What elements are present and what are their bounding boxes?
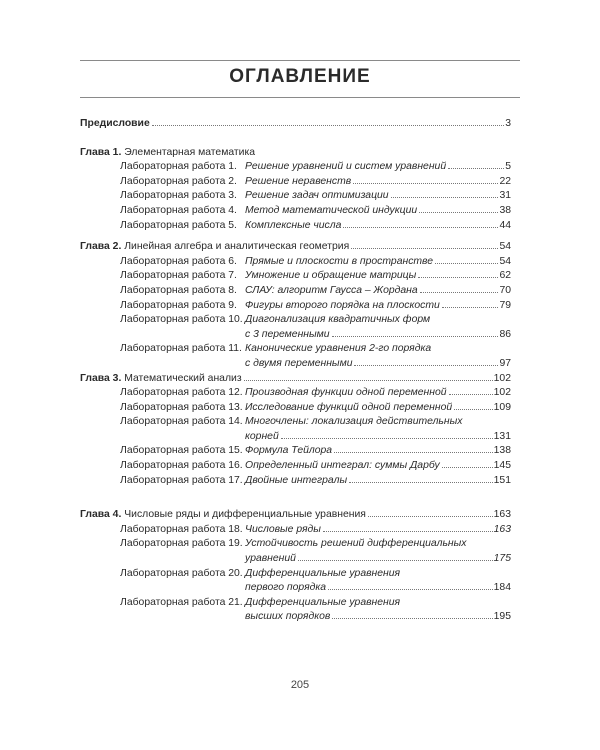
lab-label: Лабораторная работа 14. (120, 416, 243, 428)
page-ref: 62 (499, 270, 511, 282)
toc-entry-lab-2[interactable] (80, 175, 511, 190)
dot-leader (353, 183, 498, 184)
page-ref: 86 (499, 328, 511, 340)
dot-leader (334, 452, 493, 453)
page-ref: 5 (505, 161, 511, 173)
lab-title: Метод математической индукции (245, 204, 418, 216)
lab-label: Лабораторная работа 16. (120, 460, 243, 472)
page-ref: 54 (499, 255, 511, 267)
toc-entry-lab-16[interactable] (80, 459, 511, 474)
toc-entry-chapter-2[interactable] (80, 240, 511, 255)
lab-title: Формула Тейлора (245, 445, 333, 457)
lab-title: Двойные интегралы (245, 474, 348, 486)
toc-entry-lab-17[interactable] (80, 474, 511, 489)
lab-title: Исследование функций одной переменной (245, 401, 453, 413)
toc-entry-lab-20-cont[interactable] (80, 581, 511, 596)
lab-title: Производная функции одной переменной (245, 387, 447, 399)
dot-leader (354, 365, 498, 366)
dot-leader (418, 277, 498, 278)
lab-label: Лабораторная работа 4. (120, 204, 237, 216)
dot-leader (298, 560, 493, 561)
dot-leader (420, 292, 499, 293)
dot-leader (351, 248, 498, 249)
lab-label: Лабораторная работа 17. (120, 474, 243, 486)
page-ref: 54 (499, 241, 511, 253)
toc-entry-lab-14-cont[interactable] (80, 430, 511, 445)
chapter-title: Математический анализ (124, 372, 242, 384)
page-ref: 138 (493, 445, 511, 457)
dot-leader (328, 589, 493, 590)
dot-leader (349, 482, 493, 483)
page-ref: 109 (493, 401, 511, 413)
toc-entry-lab-9[interactable] (80, 299, 511, 314)
toc-entry-chapter-4[interactable] (80, 508, 511, 523)
page-ref: 79 (499, 299, 511, 311)
dot-leader (391, 197, 499, 198)
page-number: 205 (290, 679, 310, 691)
page-ref: 70 (499, 284, 511, 296)
lab-title: СЛАУ: алгоритм Гаусса – Жордана (245, 284, 418, 296)
bottom-rule (80, 97, 520, 98)
dot-leader (343, 227, 498, 228)
dot-leader (435, 263, 498, 264)
lab-label: Лабораторная работа 15. (120, 445, 243, 457)
toc-entry-lab-7[interactable] (80, 269, 511, 284)
toc-entry-lab-10[interactable] (80, 313, 511, 328)
lab-label: Лабораторная работа 7. (120, 270, 237, 282)
page-ref: 97 (499, 357, 511, 369)
dot-leader (244, 380, 493, 381)
chapter-title: Линейная алгебра и аналитическая геометрия (124, 241, 350, 253)
dot-leader (449, 394, 493, 395)
toc-entry-lab-13[interactable] (80, 401, 511, 416)
top-rule (80, 60, 520, 61)
dot-leader (454, 409, 492, 410)
toc-entry-lab-18[interactable] (80, 523, 511, 538)
table-of-contents (80, 117, 511, 625)
dot-leader (281, 438, 493, 439)
toc-entry-lab-10-cont[interactable] (80, 328, 511, 343)
lab-title: Канонические уравнения 2-го порядка (245, 343, 432, 355)
toc-entry-lab-19[interactable] (80, 537, 511, 552)
lab-title: Числовые ряды (245, 523, 321, 535)
dot-leader (448, 168, 504, 169)
lab-title: Прямые и плоскости в пространстве (245, 255, 434, 267)
lab-label: Лабораторная работа 10. (120, 314, 243, 326)
toc-entry-lab-21-cont[interactable] (80, 610, 511, 625)
toc-entry-lab-21[interactable] (80, 596, 511, 611)
lab-label: Лабораторная работа 11. (120, 343, 242, 355)
page-ref: 131 (493, 430, 511, 442)
lab-title-cont: высших порядков (245, 611, 331, 623)
lab-label: Лабораторная работа 5. (120, 219, 237, 231)
lab-title-cont: первого порядка (245, 582, 327, 594)
lab-title-cont: корней (245, 430, 279, 442)
page-ref: 184 (493, 582, 511, 594)
page-ref: 195 (493, 611, 511, 623)
lab-label: Лабораторная работа 13. (120, 401, 243, 413)
lab-label: Лабораторная работа 2. (120, 175, 237, 187)
lab-title-cont: уравнений (245, 553, 296, 565)
page-ref: 145 (493, 460, 511, 472)
lab-label: Лабораторная работа 3. (120, 190, 237, 202)
toc-entry-lab-4[interactable] (80, 204, 511, 219)
page-ref: 175 (493, 553, 511, 565)
dot-leader (442, 467, 493, 468)
toc-entry-lab-12[interactable] (80, 386, 511, 401)
page-ref: 163 (493, 509, 511, 521)
lab-title-cont: с 3 переменными (245, 328, 330, 340)
lab-label: Лабораторная работа 1. (120, 161, 237, 173)
toc-entry-chapter-1[interactable] (80, 146, 511, 161)
lab-label: Лабораторная работа 9. (120, 299, 237, 311)
chapter-label: Глава 4. (80, 509, 122, 521)
lab-title: Комплексные числа (245, 219, 342, 231)
chapter-title: Числовые ряды и дифференциальные уравнения (124, 509, 366, 521)
chapter-label: Глава 3. (80, 372, 122, 384)
page-ref: 102 (493, 372, 511, 384)
page-ref: 31 (499, 190, 511, 202)
dot-leader (332, 618, 492, 619)
page-title: ОГЛАВЛЕНИЕ (229, 66, 371, 87)
toc-entry-lab-5[interactable] (80, 219, 511, 234)
toc-entry-lab-11[interactable] (80, 342, 511, 357)
toc-entry-lab-6[interactable] (80, 255, 511, 270)
toc-entry-lab-20[interactable] (80, 567, 511, 582)
toc-entry-lab-19-cont[interactable] (80, 552, 511, 567)
lab-label: Лабораторная работа 18. (120, 523, 243, 535)
lab-title: Умножение и обращение матрицы (245, 270, 417, 282)
lab-title: Диагонализация квадратичных форм (245, 314, 431, 326)
page-ref: 102 (493, 387, 511, 399)
toc-entry-lab-1[interactable] (80, 160, 511, 175)
toc-entry-lab-15[interactable] (80, 444, 511, 459)
page-ref: 163 (493, 523, 511, 535)
toc-entry-lab-8[interactable] (80, 284, 511, 299)
lab-label: Лабораторная работа 8. (120, 284, 237, 296)
chapter-label: Глава 2. (80, 241, 122, 253)
lab-title: Определенный интеграл: суммы Дарбу (245, 460, 440, 472)
lab-title: Решение неравенств (245, 175, 352, 187)
lab-title: Многочлены: локализация действительных (245, 416, 463, 428)
chapter-title: Элементарная математика (124, 146, 256, 158)
dot-leader (323, 531, 493, 532)
toc-entry-preface[interactable] (80, 117, 511, 132)
toc-entry-lab-3[interactable] (80, 189, 511, 204)
lab-title: Устойчивость решений дифференциальных (245, 538, 467, 550)
lab-title: Фигуры второго порядка на плоскости (245, 299, 440, 311)
page-ref: 38 (499, 204, 511, 216)
toc-entry-lab-14[interactable] (80, 415, 511, 430)
chapter-label: Глава 1. (80, 146, 122, 158)
toc-entry-chapter-3[interactable] (80, 372, 511, 387)
lab-title: Решение задач оптимизации (245, 190, 389, 202)
page-ref: 22 (499, 175, 511, 187)
page-ref: 3 (505, 118, 511, 129)
lab-title-cont: с двумя переменными (245, 357, 353, 369)
page-ref: 151 (493, 474, 511, 486)
dot-leader (368, 516, 493, 517)
lab-title: Дифференциальные уравнения (245, 567, 401, 579)
dot-leader (152, 125, 504, 126)
lab-label: Лабораторная работа 21. (120, 596, 243, 608)
page-ref: 44 (499, 219, 511, 231)
lab-label: Лабораторная работа 12. (120, 387, 243, 399)
dot-leader (419, 212, 498, 213)
lab-title: Дифференциальные уравнения (245, 596, 401, 608)
toc-entry-lab-11-cont[interactable] (80, 357, 511, 372)
dot-leader (332, 336, 499, 337)
lab-label: Лабораторная работа 20. (120, 567, 243, 579)
lab-label: Лабораторная работа 19. (120, 538, 243, 550)
dot-leader (442, 307, 499, 308)
lab-title: Решение уравнений и систем уравнений (245, 161, 447, 173)
lab-label: Лабораторная работа 6. (120, 255, 237, 267)
preface-label: Предисловие (80, 118, 150, 129)
